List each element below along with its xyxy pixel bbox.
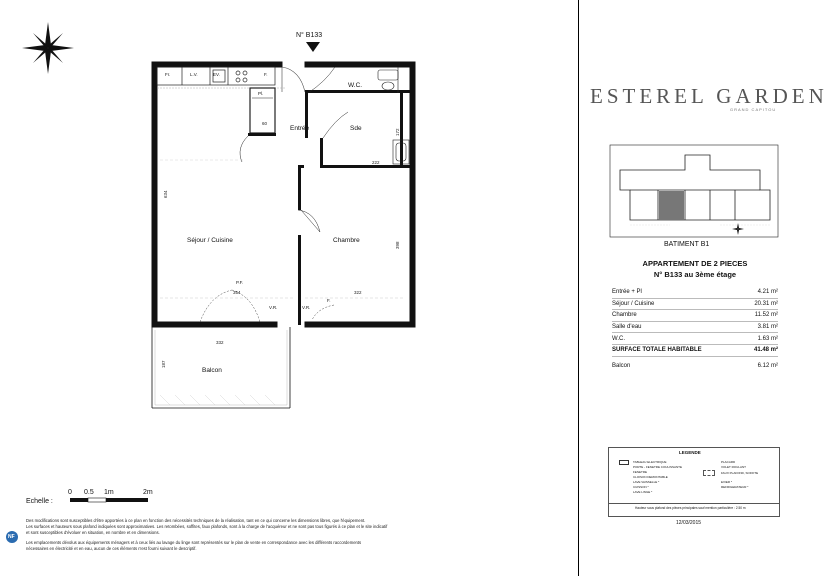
dim-187: 187 — [161, 360, 166, 368]
scale-label: Echelle : — [26, 498, 53, 505]
nf-badge: NF — [8, 534, 15, 540]
surface-row — [612, 322, 778, 334]
surface-row — [612, 310, 778, 322]
highlighted-unit — [659, 191, 684, 220]
legend-item: LAVE VAISSELLE * — [633, 480, 660, 484]
surface-value: 3.81 m² — [757, 324, 778, 331]
faux-plafond-icon — [703, 470, 715, 476]
apartment-subtitle: N° B133 au 3ème étage — [653, 270, 737, 279]
legend-item: CLOISON DEMONTABLE — [633, 475, 668, 479]
surface-value: 20.31 m² — [754, 300, 778, 307]
surface-row — [612, 333, 778, 345]
surface-row — [612, 299, 778, 311]
surface-total-value: 41.48 m² — [753, 347, 778, 354]
legend-item: CUISSON * — [633, 485, 649, 489]
legend — [608, 447, 780, 517]
footnote-2: Les surfaces et hauteurs sous plafond indiquées sont approximatives. Les retombées, soffites, faux plafonds, sont à la charge de l'acquéreur et ne sont pas tous figurés à ce plan et le site indicatif — [26, 524, 388, 529]
footnote-1: Des modifications sont susceptibles d'être apportées à ce plan en fonction des nécessités techniques de la réalisation, tant en ce qui concerne les dimensions libres, que l'équipement. — [26, 518, 366, 523]
fixture-fr: Fr. — [165, 72, 171, 77]
dim-222: 222 — [372, 160, 380, 165]
room-label-balcon: Balcon — [202, 367, 222, 374]
legend-item: VOLET ROULANT — [721, 465, 746, 469]
surface-value: 4.21 m² — [757, 289, 778, 296]
footnote-5: nécessaires en électricité et en eau, aucun de ces éléments n'est fourni suivant le descriptif. — [26, 546, 197, 551]
scale-bar — [70, 498, 148, 502]
entrance-marker-icon — [306, 42, 320, 52]
surface-name: Entrée + Pl — [612, 289, 642, 296]
fixture-vr-sejour: V.R. — [269, 305, 278, 310]
legend-item: PLACARD — [721, 460, 736, 464]
fixture-f: F. — [264, 72, 268, 77]
legend-title: LEGENDE — [679, 450, 701, 455]
balcony-value: 6.12 m² — [757, 362, 778, 369]
legend-item: LAVE LINGE * — [633, 490, 653, 494]
legend-divider — [609, 503, 779, 504]
scale-tick-0: 0 — [68, 489, 72, 496]
legend-item: TABLEAU ELECTRIQUE — [633, 460, 667, 464]
surface-total-row — [612, 345, 778, 357]
surface-name: Séjour / Cuisine — [612, 300, 655, 307]
dim-60: 60 — [262, 121, 268, 126]
legend-item: PORTE - FENETRE COULISSANTE — [633, 465, 682, 469]
surface-name: Chambre — [612, 312, 637, 319]
scale-tick-05: 0.5 — [84, 489, 94, 496]
surface-total-name: SURFACE TOTALE HABITABLE — [612, 347, 702, 354]
brand-logo-sub: GRAND CAPITOU — [730, 107, 777, 112]
legend-item: EVIER * — [721, 480, 733, 484]
apartment-title: APPARTEMENT DE 2 PIECES — [642, 259, 748, 268]
surface-name: W.C. — [612, 335, 625, 342]
legend-item: REFRIGERATEUR * — [721, 485, 749, 489]
fixture-vr-chambre: V.R. — [302, 305, 311, 310]
fixture-lv: L.V. — [190, 72, 198, 77]
surface-value: 1.63 m² — [757, 335, 778, 342]
dim-634: 634 — [163, 190, 168, 198]
scale-tick-2m: 2m — [143, 489, 153, 496]
footnote-4: Les emplacements dévolus aux équipements ménagers et à ceux liés au lavage du linge sont représentés sur le plan de vente en correspondance avec les différents raccordements — [26, 540, 362, 545]
dim-398: 398 — [395, 241, 400, 249]
lot-marker: N° B133 — [296, 32, 323, 39]
fixture-pf: P.F. — [236, 280, 244, 285]
plan-date: 12/03/2015 — [676, 520, 702, 526]
dim-322: 322 — [354, 290, 362, 295]
legend-footer: Hauteur sous plafond des pièces principales sauf mention particulière : 2.50 m — [635, 506, 746, 510]
surface-row — [612, 287, 778, 299]
building-plan — [610, 145, 778, 237]
compass-rose-icon — [22, 22, 74, 74]
brand-logo: ESTEREL GARDEN — [590, 84, 828, 108]
room-label-sejour: Séjour / Cuisine — [187, 237, 233, 244]
mini-compass-icon — [732, 223, 744, 235]
fixture-f-chambre: F. — [327, 298, 331, 303]
balcony-name: Balcon — [612, 362, 631, 369]
scale-tick-1m: 1m — [104, 489, 114, 496]
surface-name: Salle d'eau — [612, 324, 642, 331]
footnote-3: et sont susceptibles d'évoluer en situation, en nombre et en dimensions. — [26, 530, 160, 535]
balcony-row — [612, 361, 778, 372]
room-label-chambre: Chambre — [333, 237, 360, 244]
legend-item: FAUX PLAFOND, SOFFITE — [721, 471, 759, 475]
dim-332: 332 — [216, 340, 224, 345]
tableau-electrique-icon — [619, 460, 629, 465]
dim-172: 172 — [395, 128, 400, 136]
dim-354: 354 — [233, 290, 241, 295]
legend-item: FENETRE — [633, 470, 648, 474]
room-label-entree: Entrée — [290, 125, 310, 132]
room-label-sde: Sde — [350, 125, 362, 132]
fixture-ev: EV. — [213, 72, 220, 77]
building-label: BATIMENT B1 — [664, 241, 710, 248]
surface-table — [612, 287, 778, 371]
fixture-pl: Pl. — [258, 91, 264, 96]
surface-value: 11.52 m² — [754, 312, 778, 319]
room-label-wc: W.C. — [348, 82, 363, 89]
